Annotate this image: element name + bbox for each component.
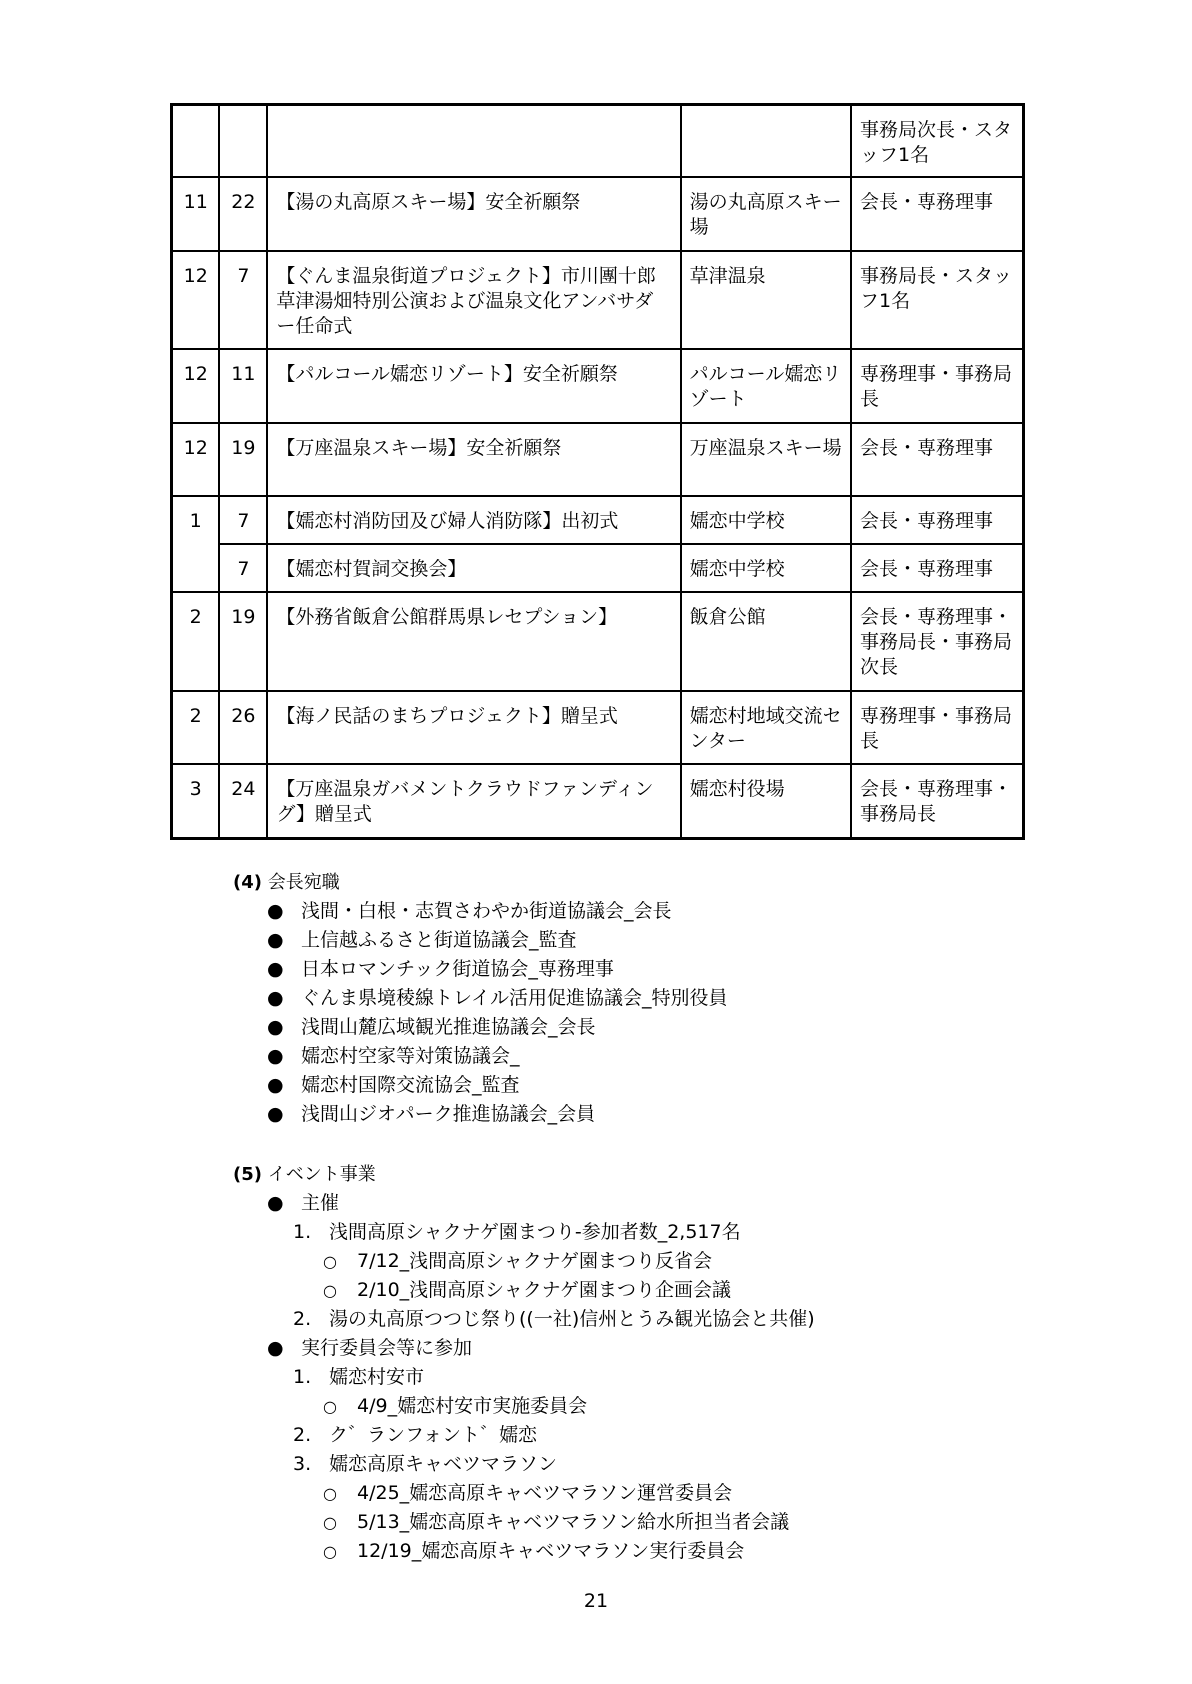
place-cell: 万座温泉スキー場 bbox=[681, 423, 851, 496]
section-number: (4) bbox=[233, 872, 262, 893]
attendees-cell: 事務局長・スタッフ1名 bbox=[851, 251, 1023, 349]
events-table bbox=[170, 103, 1025, 840]
day-cell: 19 bbox=[219, 592, 267, 691]
list-item-text: ぐんま県境稜線トレイル活用促進協議会_特別役員 bbox=[301, 987, 728, 1009]
event-cell: 【海ノ民話のまちプロジェクト】贈呈式 bbox=[267, 691, 680, 764]
bullet-icon: ● bbox=[267, 987, 284, 1009]
day-cell: 11 bbox=[219, 349, 267, 423]
bullet-icon: ● bbox=[267, 1074, 284, 1096]
event-groups-list bbox=[233, 1189, 993, 1218]
group-label: 実行委員会等に参加 bbox=[301, 1337, 473, 1359]
sub-list-item bbox=[233, 1276, 993, 1305]
list-item bbox=[233, 955, 993, 984]
event-cell: 【湯の丸高原スキー場】安全祈願祭 bbox=[267, 177, 680, 251]
item-number: 1. bbox=[293, 1366, 312, 1388]
sub-list bbox=[233, 1247, 993, 1305]
place-cell: 嬬恋村地域交流センター bbox=[681, 691, 851, 764]
circle-bullet-icon: ○ bbox=[323, 1542, 337, 1561]
attendees-cell: 会長・専務理事 bbox=[851, 496, 1023, 544]
list-item-committees bbox=[233, 1334, 993, 1363]
group-label: 主催 bbox=[301, 1192, 340, 1214]
place-cell: パルコール嬬恋リゾート bbox=[681, 349, 851, 423]
list-item bbox=[233, 1450, 993, 1566]
list-item-text: 浅間・白根・志賀さわやか街道協議会_会長 bbox=[301, 900, 672, 922]
event-groups-list bbox=[233, 1334, 993, 1363]
list-item bbox=[233, 926, 993, 955]
day-cell: 24 bbox=[219, 764, 267, 838]
month-cell: 2 bbox=[172, 592, 220, 691]
list-item-text: 嬬恋村空家等対策協議会_ bbox=[301, 1045, 520, 1067]
table-row bbox=[172, 496, 1024, 544]
event-cell: 【外務省飯倉公館群馬県レセプション】 bbox=[267, 592, 680, 691]
circle-bullet-icon: ○ bbox=[323, 1513, 337, 1532]
place-cell bbox=[681, 105, 851, 178]
list-item bbox=[233, 1363, 993, 1421]
sub-item-text: 2/10_浅間高原シャクナゲ園まつり企画会議 bbox=[357, 1279, 732, 1301]
day-cell: 7 bbox=[219, 544, 267, 592]
list-item bbox=[233, 1305, 993, 1334]
day-cell: 7 bbox=[219, 496, 267, 544]
place-cell: 湯の丸高原スキー場 bbox=[681, 177, 851, 251]
bullet-icon: ● bbox=[267, 1337, 284, 1359]
month-cell: 1 bbox=[172, 496, 220, 592]
sub-list bbox=[233, 1479, 993, 1566]
sub-item-text: 4/25_嬬恋高原キャベツマラソン運営委員会 bbox=[357, 1482, 733, 1504]
table-row bbox=[172, 251, 1024, 349]
sub-list-item bbox=[233, 1537, 993, 1566]
positions-list bbox=[233, 897, 993, 1129]
page-number: 21 bbox=[583, 1590, 609, 1612]
place-cell: 嬬恋中学校 bbox=[681, 544, 851, 592]
list-item bbox=[233, 984, 993, 1013]
bullet-icon: ● bbox=[267, 1103, 284, 1125]
place-cell: 嬬恋村役場 bbox=[681, 764, 851, 838]
event-cell: 【パルコール嬬恋リゾート】安全祈願祭 bbox=[267, 349, 680, 423]
table-row bbox=[172, 349, 1024, 423]
day-cell: 19 bbox=[219, 423, 267, 496]
attendees-cell: 事務局次長・スタッフ1名 bbox=[851, 105, 1023, 178]
place-cell: 嬬恋中学校 bbox=[681, 496, 851, 544]
bullet-icon: ● bbox=[267, 1192, 284, 1214]
attendees-cell: 会長・専務理事 bbox=[851, 177, 1023, 251]
place-cell: 草津温泉 bbox=[681, 251, 851, 349]
table-row bbox=[172, 177, 1024, 251]
item-number: 2. bbox=[293, 1424, 312, 1446]
sub-item-text: 7/12_浅間高原シャクナゲ園まつり反省会 bbox=[357, 1250, 713, 1272]
table-row bbox=[172, 691, 1024, 764]
list-item bbox=[233, 1100, 993, 1129]
circle-bullet-icon: ○ bbox=[323, 1252, 337, 1271]
circle-bullet-icon: ○ bbox=[323, 1484, 337, 1503]
sub-list-item bbox=[233, 1479, 993, 1508]
table-row bbox=[172, 105, 1024, 178]
list-item bbox=[233, 1071, 993, 1100]
item-text: 浅間高原シャクナゲ園まつり-参加者数_2,517名 bbox=[329, 1221, 741, 1243]
section-honorary-positions bbox=[233, 868, 993, 1129]
section-title: イベント事業 bbox=[267, 1164, 376, 1185]
bullet-icon: ● bbox=[267, 929, 284, 951]
sub-item-text: 4/9_嬬恋村安市実施委員会 bbox=[357, 1395, 588, 1417]
month-cell: 12 bbox=[172, 423, 220, 496]
item-number: 1. bbox=[293, 1221, 312, 1243]
attendees-cell: 会長・専務理事・事務局長・事務局次長 bbox=[851, 592, 1023, 691]
event-cell: 【嬬恋村消防団及び婦人消防隊】出初式 bbox=[267, 496, 680, 544]
item-text: 嬬恋高原キャベツマラソン bbox=[329, 1453, 558, 1475]
list-item bbox=[233, 1218, 993, 1305]
event-cell: 【万座温泉スキー場】安全祈願祭 bbox=[267, 423, 680, 496]
sub-list-item bbox=[233, 1392, 993, 1421]
list-item-hosted bbox=[233, 1189, 993, 1218]
month-cell: 12 bbox=[172, 251, 220, 349]
bullet-icon: ● bbox=[267, 900, 284, 922]
section-event-projects bbox=[233, 1160, 993, 1566]
month-cell: 11 bbox=[172, 177, 220, 251]
section-heading bbox=[233, 1160, 993, 1189]
table-row bbox=[172, 544, 1024, 592]
list-item bbox=[233, 1013, 993, 1042]
attendees-cell: 会長・専務理事 bbox=[851, 544, 1023, 592]
list-item-text: 嬬恋村国際交流協会_監査 bbox=[301, 1074, 520, 1096]
month-cell bbox=[172, 105, 220, 178]
event-cell bbox=[267, 105, 680, 178]
item-text: ク゛ランフォント゛嬬恋 bbox=[329, 1424, 538, 1446]
item-text: 嬬恋村安市 bbox=[329, 1366, 425, 1388]
list-item bbox=[233, 1042, 993, 1071]
sub-list-item bbox=[233, 1247, 993, 1276]
circle-bullet-icon: ○ bbox=[323, 1397, 337, 1416]
list-item-text: 浅間山麓広域観光推進協議会_会長 bbox=[301, 1016, 596, 1038]
day-cell: 26 bbox=[219, 691, 267, 764]
item-text: 湯の丸高原つつじ祭り((一社)信州とうみ観光協会と共催) bbox=[329, 1308, 815, 1330]
sub-item-text: 12/19_嬬恋高原キャベツマラソン実行委員会 bbox=[357, 1540, 745, 1562]
sub-list-item bbox=[233, 1508, 993, 1537]
event-cell: 【ぐんま温泉街道プロジェクト】市川團十郎草津湯畑特別公演および温泉文化アンバサダー任命式 bbox=[267, 251, 680, 349]
circle-bullet-icon: ○ bbox=[323, 1281, 337, 1300]
table-row bbox=[172, 592, 1024, 691]
day-cell bbox=[219, 105, 267, 178]
sub-item-text: 5/13_嬬恋高原キャベツマラソン給水所担当者会議 bbox=[357, 1511, 790, 1533]
day-cell: 22 bbox=[219, 177, 267, 251]
list-item-text: 浅間山ジオパーク推進協議会_会員 bbox=[301, 1103, 596, 1125]
attendees-cell: 専務理事・事務局長 bbox=[851, 691, 1023, 764]
list-item bbox=[233, 897, 993, 926]
list-item bbox=[233, 1421, 993, 1450]
list-item-text: 上信越ふるさと街道協議会_監査 bbox=[301, 929, 577, 951]
section-number: (5) bbox=[233, 1164, 262, 1185]
table-row bbox=[172, 764, 1024, 838]
attendees-cell: 会長・専務理事 bbox=[851, 423, 1023, 496]
section-heading bbox=[233, 868, 993, 897]
hosted-events-list bbox=[233, 1218, 993, 1334]
attendees-cell: 会長・専務理事・事務局長 bbox=[851, 764, 1023, 838]
item-number: 2. bbox=[293, 1308, 312, 1330]
bullet-icon: ● bbox=[267, 1016, 284, 1038]
month-cell: 2 bbox=[172, 691, 220, 764]
sub-list bbox=[233, 1392, 993, 1421]
place-cell: 飯倉公館 bbox=[681, 592, 851, 691]
committee-events-list bbox=[233, 1363, 993, 1566]
event-cell: 【嬬恋村賀詞交換会】 bbox=[267, 544, 680, 592]
month-cell: 12 bbox=[172, 349, 220, 423]
day-cell: 7 bbox=[219, 251, 267, 349]
attendees-cell: 専務理事・事務局長 bbox=[851, 349, 1023, 423]
bullet-icon: ● bbox=[267, 958, 284, 980]
bullet-icon: ● bbox=[267, 1045, 284, 1067]
list-item-text: 日本ロマンチック街道協会_専務理事 bbox=[301, 958, 614, 980]
month-cell: 3 bbox=[172, 764, 220, 838]
item-number: 3. bbox=[293, 1453, 312, 1475]
section-title: 会長宛職 bbox=[267, 872, 340, 893]
table-row bbox=[172, 423, 1024, 496]
event-cell: 【万座温泉ガバメントクラウドファンディング】贈呈式 bbox=[267, 764, 680, 838]
